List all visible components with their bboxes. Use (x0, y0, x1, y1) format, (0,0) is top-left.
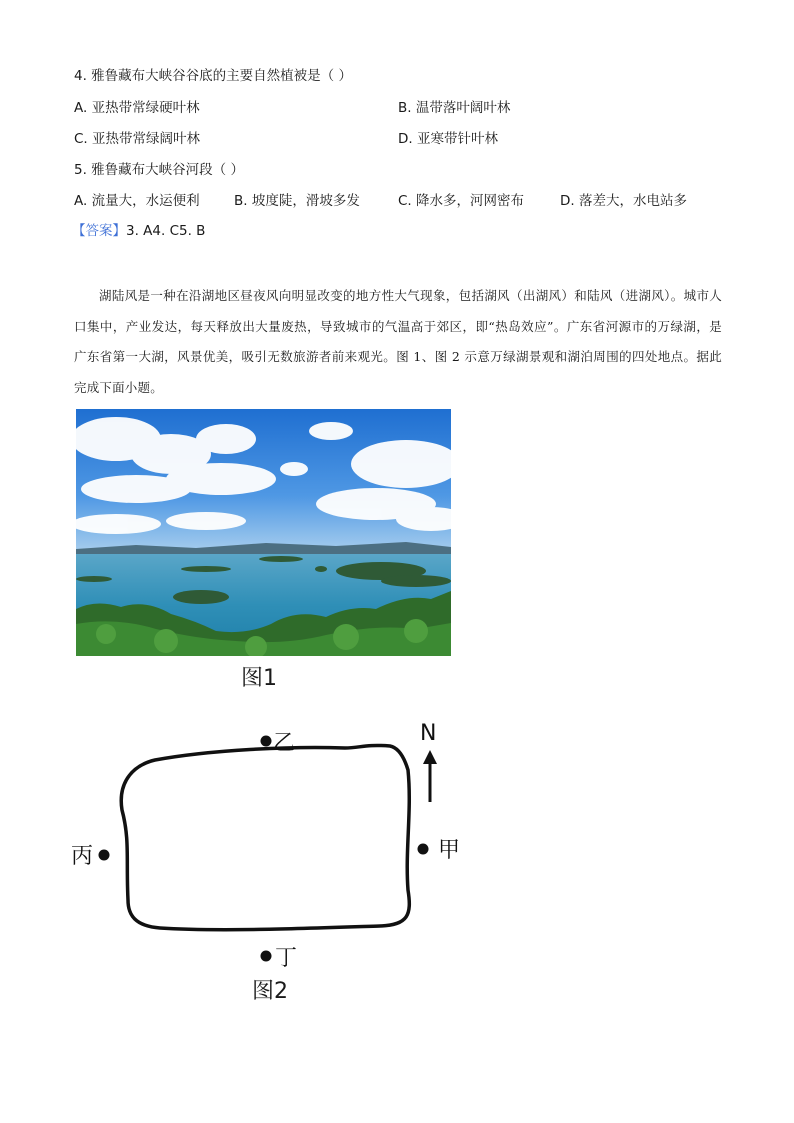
passage-text: 湖陆风是一种在沿湖地区昼夜风向明显改变的地方性大气现象，包括湖风（出湖风）和陆风（进湖风）。城市人口集中，产业发达，每天释放出大量废热，导致城市的气温高于郊区，即“热岛效应”。广东省河源市的万绿湖，是广东省第一大湖，风景优美，吸引无数旅游者前来观光。图 1、图 2 示意万绿湖景观和湖泊周围的四处地点。据此完成下面小题。 (74, 288, 722, 395)
answer-line (72, 222, 205, 240)
q5-option-b: B. 坡度陡，滑坡多发 (234, 193, 360, 209)
point-yi-label: 乙 (273, 731, 296, 756)
point-jia-marker (418, 844, 429, 855)
north-label: N (420, 721, 437, 746)
point-bing-marker (99, 850, 110, 861)
q5-option-a: A. 流量大，水运便利 (74, 193, 200, 209)
answer-value: 3. A4. C5. B (126, 223, 206, 239)
q5-option-d: D. 落差大，水电站多 (560, 193, 687, 209)
answer-label: 【答案】 (72, 223, 126, 239)
point-bing-label: 丙 (71, 844, 94, 869)
point-ding-label: 丁 (275, 946, 298, 971)
q4-option-a: A. 亚热带常绿硬叶林 (74, 100, 200, 116)
q4-option-c: C. 亚热带常绿阔叶林 (74, 131, 201, 147)
figure2-caption: 图2 (252, 979, 288, 1004)
point-yi-marker (261, 736, 272, 747)
q4-option-d: D. 亚寒带针叶林 (398, 131, 498, 147)
q5-option-c: C. 降水多，河网密布 (398, 193, 525, 209)
lake-photo (76, 409, 451, 656)
q5-stem: 5. 雅鲁藏布大峡谷河段（ ） (74, 162, 244, 178)
lake-outline-map (60, 710, 480, 980)
figure1-caption: 图1 (241, 666, 277, 691)
q4-stem: 4. 雅鲁藏布大峡谷谷底的主要自然植被是（ ） (74, 68, 352, 84)
point-ding-marker (261, 951, 272, 962)
q4-option-b: B. 温带落叶阔叶林 (398, 100, 511, 116)
lake-photo-drawing (76, 409, 451, 656)
lake-outline (121, 745, 409, 929)
north-arrow-icon (423, 750, 437, 764)
point-jia-label: 甲 (438, 838, 461, 863)
